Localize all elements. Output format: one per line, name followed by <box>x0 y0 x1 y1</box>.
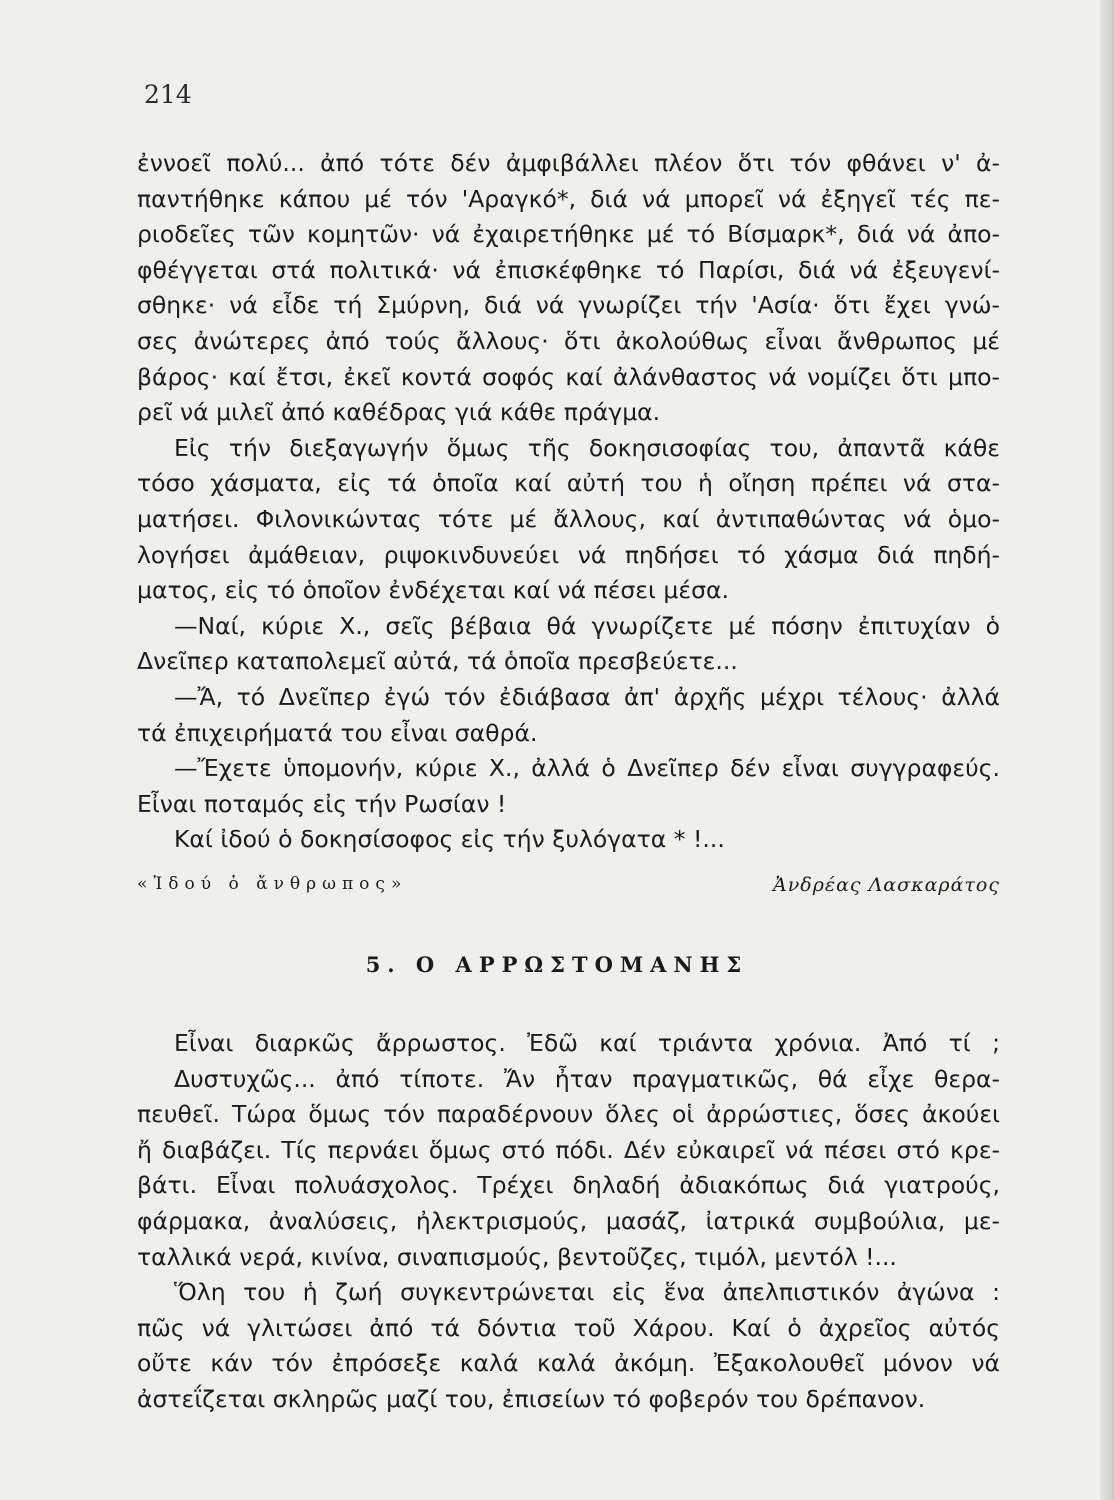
text-line: πῶς νά γλιτώσει ἀπό τά δόντια τοῦ Χάρου. Καί ὁ ἀχρεῖος αὐτός <box>137 1313 1000 1342</box>
page-edge-shadow <box>1100 0 1114 1500</box>
text-line: τά ἐπιχειρήματά του εἶναι σαθρά. <box>137 718 538 747</box>
text-line: σες ἀνώτερες ἀπό τούς ἄλλους· ὅτι ἀκολούθως εἶναι ἄνθρωπος μέ <box>137 326 1000 355</box>
text-line: —Ἔχετε ὑπομονήν, κύριε Χ., ἀλλά ὁ Δνεῖπερ δέν εἶναι συγγραφεύς. <box>174 754 1000 783</box>
text-line: Εἶναι διαρκῶς ἄρρωστος. Ἐδῶ καί τριάντα χρόνια. Ἀπό τί ; <box>174 1029 1000 1057</box>
text-line: τόσο χάσματα, εἰς τά ὁποῖα καί αὐτή του ἡ οἴηση πρέπει νά στα- <box>137 469 1000 498</box>
text-line: Καί ἰδού ὁ δοκησίσοφος εἰς τήν ξυλόγατα * !... <box>174 825 725 854</box>
text-line: βάρος· καί ἔτσι, ἐκεῖ κοντά σοφός καί ἀλάνθαστος νά νομίζει ὅτι μπο- <box>137 362 1000 391</box>
text-line: οὔτε κάν τόν ἐπρόσεξε καλά καλά ἀκόμη. Ἐξακολουθεῖ μόνον νά <box>137 1349 1000 1378</box>
text-line: ματήσει. Φιλονικώντας τότε μέ ἄλλους, καί ἀντιπαθώντας νά ὁμο- <box>137 504 1000 533</box>
signature-author: Ἀνδρέας Λασκαράτος <box>773 874 1000 896</box>
text-line: ταλλικά νερά, κινίνα, σιναπισμούς, βεντοῦζες, τιμόλ, μεντόλ !... <box>137 1242 897 1271</box>
text-line: σθηκε· νά εἶδε τή Σμύρνη, διά νά γνωρίζει τήν 'Ασία· ὅτι ἔχει γνώ- <box>137 291 1000 320</box>
text-line: φάρμακα, ἀναλύσεις, ἠλεκτρισμούς, μασάζ, ἰατρικά συμβούλια, με- <box>137 1206 1000 1235</box>
text-line: ἤ διαβάζει. Τίς περνάει ὅμως στό πόδι. Δέν εὐκαιρεῖ νά πέσει στό κρε- <box>137 1135 1000 1164</box>
text-line: φθέγγεται στά πολιτικά· νά ἐπισκέφθηκε τό Παρίσι, διά νά ἐξευγενί- <box>137 255 1000 284</box>
text-line: ρεῖ νά μιλεῖ ἀπό καθέδρας γιά κάθε πράγμα. <box>137 398 661 427</box>
text-line: ματος, εἰς τό ὁποῖον ἐνδέχεται καί νά πέσει μέσα. <box>137 576 729 605</box>
text-line: παντήθηκε κάπου μέ τόν 'Αραγκό*, διά νά μπορεῖ νά ἐξηγεῖ τές πε- <box>137 184 1000 213</box>
text-block-top <box>137 146 1000 858</box>
text-line: πευθεῖ. Τώρα ὅμως τόν παραδέρνουν ὅλες οἱ ἀρρώστιες, ὅσες ἀκούει <box>137 1100 1000 1129</box>
text-line: λογήσει ἀμάθειαν, ριψοκινδυνεύει νά πηδήσει τό χάσμα διά πηδή- <box>137 540 1000 569</box>
text-line: ριοδεῖες τῶν κομητῶν· νά ἐχαιρετήθηκε μέ τό Βίσμαρκ*, διά νά ἀπο- <box>137 220 1000 249</box>
text-block-bottom <box>137 1026 1000 1418</box>
text-line: Δνεῖπερ καταπολεμεῖ αὐτά, τά ὁποῖα πρεσβεύετε... <box>137 647 738 676</box>
signature-source: «Ἰδού ὁ ἄνθρωπος» <box>137 874 408 894</box>
section-heading: 5. Ο ΑΡΡΩΣΤΟΜΑΝΗΣ <box>365 952 749 977</box>
text-line: —Ναί, κύριε Χ., σεῖς βέβαια θά γνωρίζετε μέ πόσην ἐπιτυχίαν ὁ <box>174 611 1000 640</box>
text-line: Δυστυχῶς... ἀπό τίποτε. Ἄν ἦταν πραγματικῶς, θά εἶχε θερα- <box>174 1064 1000 1093</box>
text-line: ἐννοεῖ πολύ... ἀπό τότε δέν ἀμφιβάλλει πλέον ὅτι τόν φθάνει ν' ἀ- <box>137 149 1000 177</box>
page-number: 214 <box>144 80 192 109</box>
text-line: βάτι. Εἶναι πολυάσχολος. Τρέχει δηλαδή ἀδιακόπως διά γιατρούς, <box>137 1171 1000 1200</box>
signature-row <box>137 870 1000 902</box>
text-line: Εἰς τήν διεξαγωγήν ὅμως τῆς δοκησισοφίας του, ἀπαντᾶ κάθε <box>174 433 1000 462</box>
text-line: ἀστεΐζεται σκληρῶς μαζί του, ἐπισείων τό φοβερόν του δρέπανον. <box>137 1384 926 1413</box>
text-line: Εἶναι ποταμός εἰς τήν Ρωσίαν ! <box>137 789 507 818</box>
text-line: Ὅλη του ἡ ζωή συγκεντρώνεται εἰς ἕνα ἀπελπιστικόν ἀγώνα : <box>174 1278 1000 1307</box>
text-line: —Ἄ, τό Δνεῖπερ ἐγώ τόν ἐδιάβασα ἀπ' ἀρχῆς μέχρι τέλους· ἀλλά <box>174 682 1000 711</box>
